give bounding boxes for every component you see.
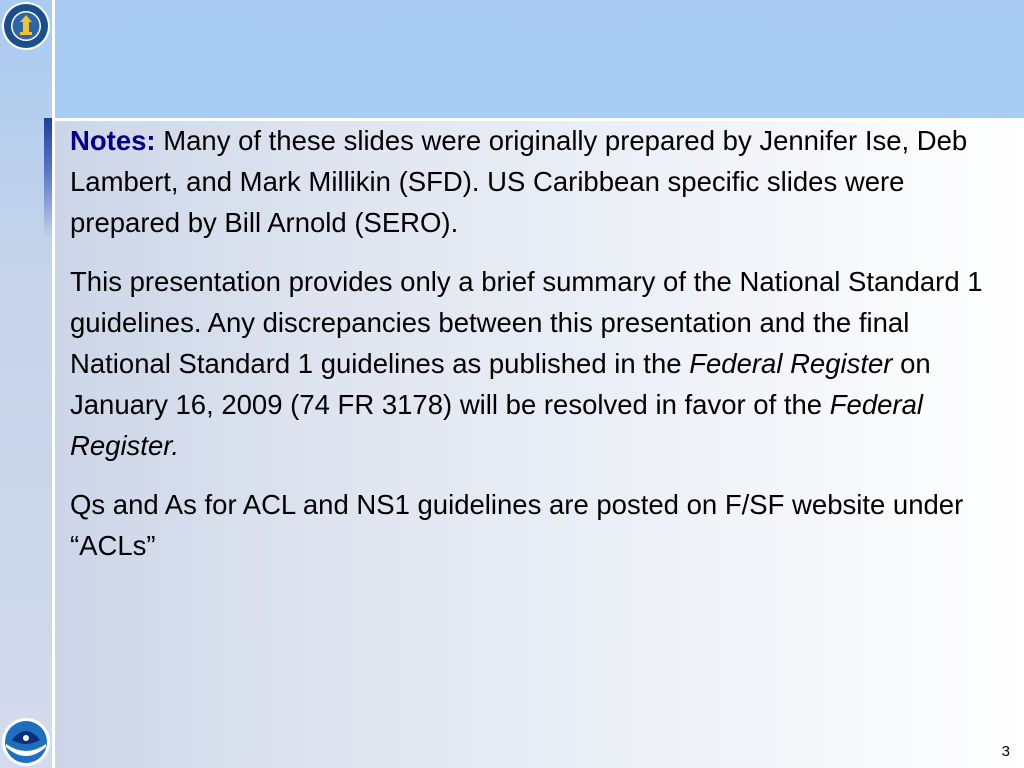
noaa-logo-icon [1,717,51,767]
side-band [0,0,55,768]
disclaimer-paragraph [70,261,1005,466]
federal-register-text-2: Federal Register. [70,389,923,461]
header-band [0,0,1024,121]
slide-body [70,120,1005,584]
qa-paragraph: Qs and As for ACL and NS1 guidelines are posted on F/SF website under “ACLs” [70,489,964,561]
department-of-commerce-seal-icon [1,1,51,51]
disclaimer-text-1: This presentation provides only a brief summary of the National Standard 1 guidelines. Any discrepancies between this presentation and the final National Standard 1 guidelines as published in the [70,266,983,379]
page-number: 3 [1001,743,1010,760]
federal-register-text-1: Federal Register [689,348,893,379]
notes-paragraph [70,120,1005,243]
notes-label: Notes: [70,125,156,156]
disclaimer-text-2: on January 16, 2009 (74 FR 3178) will be resolved in favor of the [70,348,931,420]
notes-text: Many of these slides were originally prepared by Jennifer Ise, Deb Lambert, and Mark Millikin (SFD). US Caribbean specific slides were prepared by Bill Arnold (SERO). [70,125,968,238]
side-accent [44,118,52,238]
